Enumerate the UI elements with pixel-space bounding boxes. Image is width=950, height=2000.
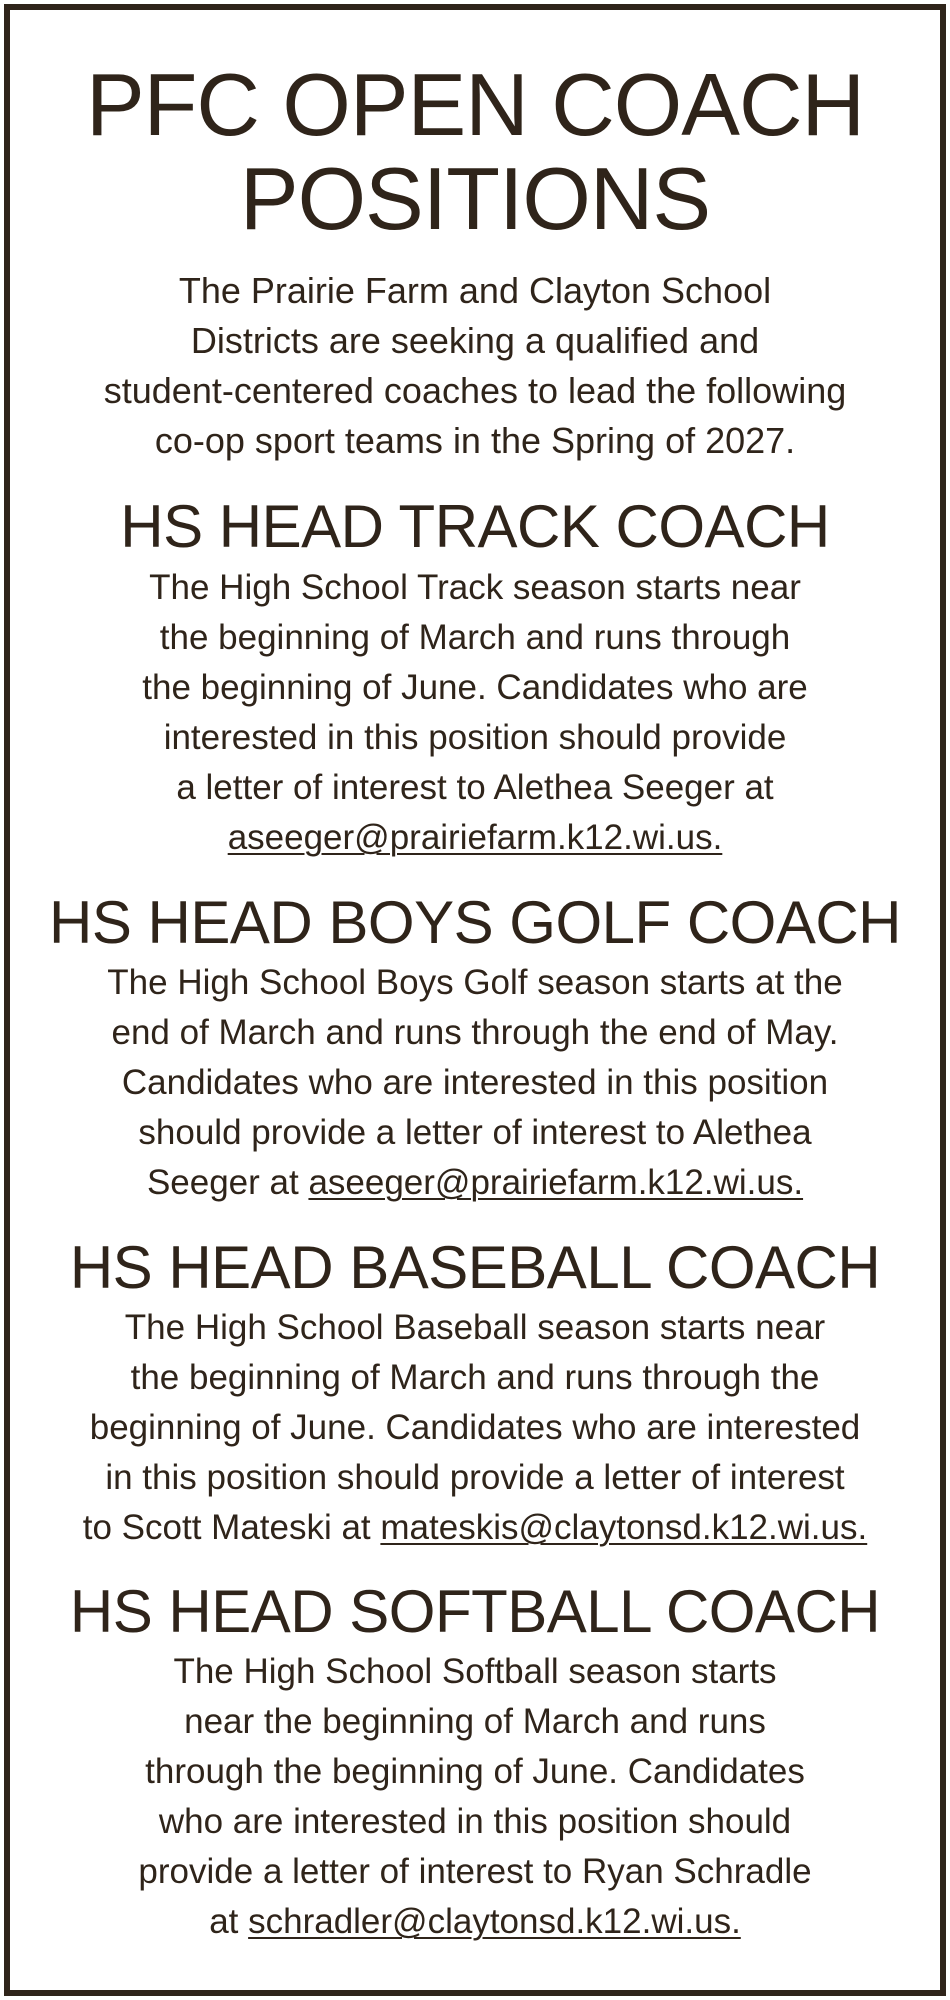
description-line: the beginning of June. Candidates who are (142, 668, 808, 707)
description-line: should provide a letter of interest to Alethea (138, 1113, 812, 1152)
description-line: in this position should provide a letter of interest (105, 1458, 845, 1497)
intro-line: Districts are seeking a qualified and (190, 320, 760, 361)
description-line: beginning of June. Candidates who are interested (89, 1408, 861, 1447)
contact-prefix: to Scott Mateski at (82, 1508, 381, 1547)
description-line: The High School Softball season starts (173, 1652, 777, 1691)
description-line: a letter of interest to Alethea Seeger at (176, 768, 774, 807)
boys-golf-coach-heading: HS HEAD BOYS GOLF COACH (49, 889, 901, 956)
intro-line: co-op sport teams in the Spring of 2027. (154, 420, 796, 461)
softball-coach-description (30, 1647, 920, 1947)
track-coach-description (30, 563, 920, 863)
title-line: PFC OPEN COACH (85, 55, 865, 154)
softball-contact-email-link[interactable]: schradler@claytonsd.k12.wi.us. (248, 1902, 741, 1941)
description-line: The High School Boys Golf season starts at the (107, 963, 843, 1002)
boys-golf-coach-description (30, 958, 920, 1208)
baseball-coach-heading: HS HEAD BASEBALL COACH (69, 1234, 881, 1301)
contact-prefix: at (209, 1902, 249, 1941)
description-line: end of March and runs through the end of May. (111, 1013, 839, 1052)
description-line: who are interested in this position should (158, 1802, 792, 1841)
track-contact-email-link[interactable]: aseeger@prairiefarm.k12.wi.us. (227, 818, 723, 857)
description-line-last (30, 1158, 920, 1208)
description-line: The High School Track season starts near (149, 568, 801, 607)
baseball-contact-email-link[interactable]: mateskis@claytonsd.k12.wi.us. (380, 1508, 868, 1547)
baseball-coach-description (30, 1303, 920, 1553)
description-line: provide a letter of interest to Ryan Schradle (138, 1852, 812, 1891)
description-line-last (30, 1503, 920, 1553)
softball-coach-heading: HS HEAD SOFTBALL COACH (69, 1578, 881, 1645)
intro-line: The Prairie Farm and Clayton School (178, 270, 772, 311)
description-line-last (30, 813, 920, 863)
description-line: The High School Baseball season starts near (124, 1308, 826, 1347)
contact-prefix: Seeger at (146, 1163, 309, 1202)
description-line: Candidates who are interested in this position (121, 1063, 829, 1102)
intro-line: student-centered coaches to lead the following (103, 370, 847, 411)
description-line-last (30, 1897, 920, 1947)
title-line: POSITIONS (239, 149, 711, 248)
description-line: through the beginning of June. Candidates (145, 1752, 805, 1791)
page-title (40, 55, 910, 248)
description-line: the beginning of March and runs through (159, 618, 791, 657)
description-line: near the beginning of March and runs (184, 1702, 766, 1741)
description-line: the beginning of March and runs through the (130, 1358, 820, 1397)
intro-paragraph (40, 266, 910, 466)
track-coach-heading: HS HEAD TRACK COACH (120, 493, 830, 560)
boys-golf-contact-email-link[interactable]: aseeger@prairiefarm.k12.wi.us. (308, 1163, 804, 1202)
description-line: interested in this position should provide (163, 718, 787, 757)
